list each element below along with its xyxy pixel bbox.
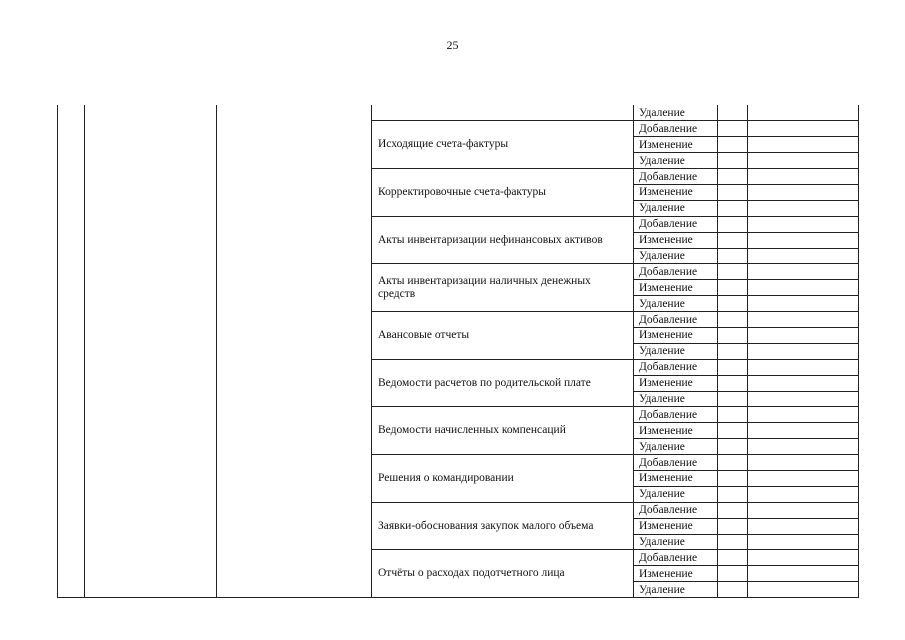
empty-cell [748,391,859,407]
empty-cell [718,248,748,264]
empty-cell [718,184,748,200]
empty-cell [748,264,859,280]
empty-cell [748,439,859,455]
operation-cell: Удаление [634,248,718,264]
table-row [372,105,859,121]
empty-cell [748,248,859,264]
table-row [372,312,859,328]
document-name-cell: Заявки-обоснования закупок малого объема [372,502,634,550]
table-column-border [84,105,85,598]
empty-cell [748,375,859,391]
empty-cell [748,518,859,534]
empty-cell [718,582,748,598]
empty-cell [748,280,859,296]
operation-cell: Изменение [634,566,718,582]
document-name-cell: Акты инвентаризации наличных денежных средств [372,264,634,312]
operation-cell: Изменение [634,470,718,486]
empty-cell [718,502,748,518]
table-row [372,121,859,137]
operation-cell: Удаление [634,534,718,550]
empty-cell [718,455,748,471]
operation-cell: Удаление [634,439,718,455]
empty-cell [748,153,859,169]
empty-cell [718,280,748,296]
empty-cell [748,423,859,439]
operation-cell: Добавление [634,121,718,137]
operation-cell: Добавление [634,264,718,280]
operation-cell: Удаление [634,582,718,598]
document-name-cell: Корректировочные счета-фактуры [372,169,634,217]
document-name-cell: Решения о командировании [372,455,634,503]
empty-cell [718,566,748,582]
operation-cell: Добавление [634,216,718,232]
operation-cell: Изменение [634,232,718,248]
empty-cell [748,216,859,232]
empty-cell [748,169,859,185]
empty-cell [718,312,748,328]
empty-cell [748,502,859,518]
operation-cell: Добавление [634,169,718,185]
empty-cell [748,582,859,598]
empty-cell [718,375,748,391]
operation-cell: Изменение [634,137,718,153]
empty-cell [748,137,859,153]
table-row [372,264,859,280]
empty-cell [748,566,859,582]
empty-cell [718,423,748,439]
empty-cell [748,232,859,248]
empty-cell [718,296,748,312]
empty-cell [718,359,748,375]
operation-cell: Изменение [634,423,718,439]
empty-cell [748,470,859,486]
operation-cell: Удаление [634,343,718,359]
operation-cell: Изменение [634,375,718,391]
operation-cell: Удаление [634,105,718,121]
document-name-cell: Ведомости начисленных компенсаций [372,407,634,455]
empty-cell [718,200,748,216]
document-name-cell: Авансовые отчеты [372,312,634,360]
empty-cell [748,359,859,375]
document-operations-table [371,105,859,598]
empty-cell [718,121,748,137]
empty-cell [718,518,748,534]
table-row [372,407,859,423]
table-row [372,216,859,232]
operation-cell: Добавление [634,312,718,328]
empty-cell [748,312,859,328]
table-bottom-border [57,597,371,598]
empty-cell [718,137,748,153]
operation-cell: Изменение [634,184,718,200]
empty-cell [718,264,748,280]
operation-cell: Удаление [634,486,718,502]
operation-cell: Добавление [634,502,718,518]
empty-cell [718,105,748,121]
table-row [372,169,859,185]
empty-cell [748,184,859,200]
empty-cell [748,486,859,502]
operation-cell: Изменение [634,327,718,343]
empty-cell [718,343,748,359]
empty-cell [718,470,748,486]
empty-cell [718,439,748,455]
operation-cell: Удаление [634,296,718,312]
document-name-cell: Акты инвентаризации нефинансовых активов [372,216,634,264]
table-row [372,359,859,375]
empty-cell [718,153,748,169]
document-name-cell: Отчёты о расходах подотчетного лица [372,550,634,598]
empty-cell [748,121,859,137]
empty-cell [748,407,859,423]
operation-cell: Удаление [634,391,718,407]
table-row [372,455,859,471]
empty-cell [748,105,859,121]
operation-cell: Удаление [634,200,718,216]
page-number: 25 [446,38,459,52]
table-column-border [216,105,217,598]
empty-cell [718,216,748,232]
document-name-cell [372,105,634,121]
empty-cell [718,327,748,343]
operation-cell: Добавление [634,455,718,471]
empty-cell [718,169,748,185]
empty-cell [748,343,859,359]
operation-cell: Удаление [634,153,718,169]
operation-cell: Добавление [634,407,718,423]
empty-cell [718,407,748,423]
empty-cell [748,455,859,471]
empty-cell [748,550,859,566]
empty-cell [748,200,859,216]
empty-cell [718,550,748,566]
operation-cell: Изменение [634,280,718,296]
empty-cell [748,296,859,312]
empty-cell [748,327,859,343]
empty-cell [718,232,748,248]
empty-cell [718,534,748,550]
table-column-border [57,105,58,598]
document-name-cell: Ведомости расчетов по родительской плате [372,359,634,407]
table-row [372,550,859,566]
empty-cell [718,391,748,407]
operation-cell: Добавление [634,550,718,566]
document-name-cell: Исходящие счета-фактуры [372,121,634,169]
empty-cell [748,534,859,550]
empty-cell [718,486,748,502]
operation-cell: Изменение [634,518,718,534]
operation-cell: Добавление [634,359,718,375]
table-row [372,502,859,518]
